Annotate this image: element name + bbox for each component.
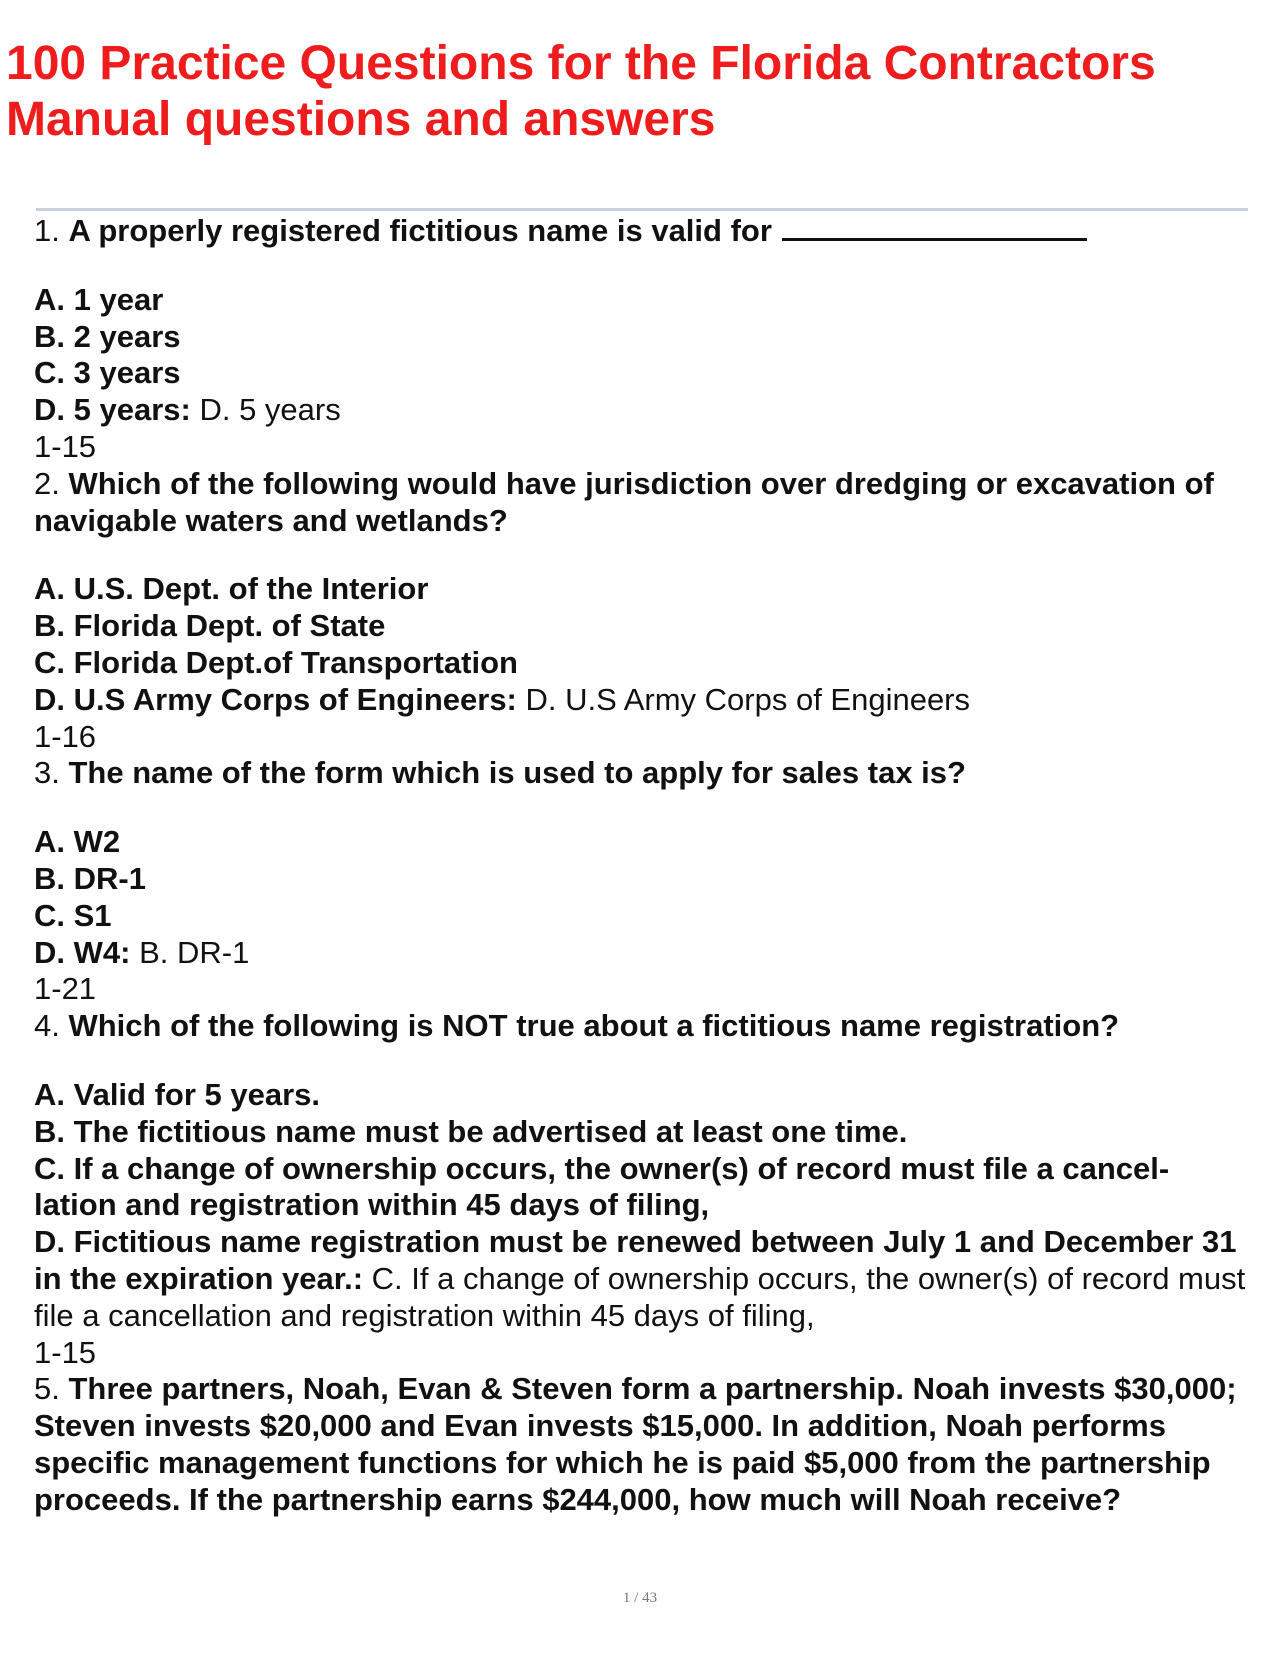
option-b: B. 2 years bbox=[34, 318, 181, 354]
answer-text: B. DR-1 bbox=[139, 934, 250, 970]
question-number: 4. bbox=[34, 1008, 60, 1044]
option-a: A. Valid for 5 years. bbox=[34, 1076, 321, 1112]
question-4 bbox=[34, 1008, 1248, 1371]
question-1 bbox=[34, 213, 1248, 466]
reference: 1-15 bbox=[34, 428, 97, 464]
question-text: Three partners, Noah, Evan & Steven form a partnership. Noah invests $30,000; Steven invests $20,000 and Evan invests $15,000. In addition, Noah performs specific management functions for which he is paid $5,000 from the partnership proceeds. If the partnership earns $244,000, how much will Noah receive? bbox=[34, 1371, 1237, 1517]
reference: 1-21 bbox=[34, 971, 97, 1007]
question-number: 5. bbox=[34, 1371, 60, 1407]
question-number: 3. bbox=[34, 755, 60, 791]
question-number: 2. bbox=[34, 465, 60, 501]
option-b: B. The fictitious name must be advertised at least one time. bbox=[34, 1113, 908, 1149]
question-text: A properly registered fictitious name is valid for bbox=[68, 213, 772, 248]
header-divider bbox=[36, 208, 1248, 211]
option-c: C. 3 years bbox=[34, 355, 181, 391]
option-c: C. If a change of ownership occurs, the owner(s) of record must file a cancel- lation and registration within 45 days of filing, bbox=[34, 1150, 1170, 1223]
document-title: 100 Practice Questions for the Florida Contractors Manual questions and answers bbox=[6, 37, 1156, 146]
question-text: The name of the form which is used to apply for sales tax is? bbox=[68, 755, 966, 791]
option-d: D. U.S Army Corps of Engineers: bbox=[34, 681, 517, 717]
answer-text: D. U.S Army Corps of Engineers bbox=[525, 681, 971, 717]
option-d: D. 5 years: bbox=[34, 392, 191, 428]
option-b: B. Florida Dept. of State bbox=[34, 608, 386, 644]
option-c: C. Florida Dept.of Transportation bbox=[34, 644, 518, 680]
option-a: A. 1 year bbox=[34, 281, 164, 317]
question-text: Which of the following would have jurisdiction over dredging or excavation of navigable waters and wetlands? bbox=[34, 465, 1214, 538]
question-2 bbox=[34, 466, 1248, 756]
option-b: B. DR-1 bbox=[34, 860, 146, 896]
option-d: D. Fictitious name registration must be renewed between July 1 and December 31 in the expiration year.: bbox=[34, 1224, 1237, 1296]
page-number: 1 / 43 bbox=[622, 1590, 658, 1606]
reference: 1-16 bbox=[34, 718, 97, 754]
question-3 bbox=[34, 755, 1248, 1008]
questions-list bbox=[34, 213, 1248, 1519]
question-text: Which of the following is NOT true about a fictitious name registration? bbox=[68, 1008, 1120, 1044]
option-d: D. W4: bbox=[34, 934, 131, 970]
reference: 1-15 bbox=[34, 1334, 97, 1370]
answer-blank bbox=[782, 216, 1087, 241]
answer-text: D. 5 years bbox=[199, 392, 341, 428]
question-5 bbox=[34, 1371, 1248, 1518]
option-a: A. U.S. Dept. of the Interior bbox=[34, 571, 429, 607]
answer-text: C. If a change of ownership occurs, the owner(s) of record must file a cancellation and registration within 45 days of filing, bbox=[34, 1260, 1246, 1333]
option-c: C. S1 bbox=[34, 897, 112, 933]
question-number: 1. bbox=[34, 213, 60, 248]
option-a: A. W2 bbox=[34, 824, 121, 860]
